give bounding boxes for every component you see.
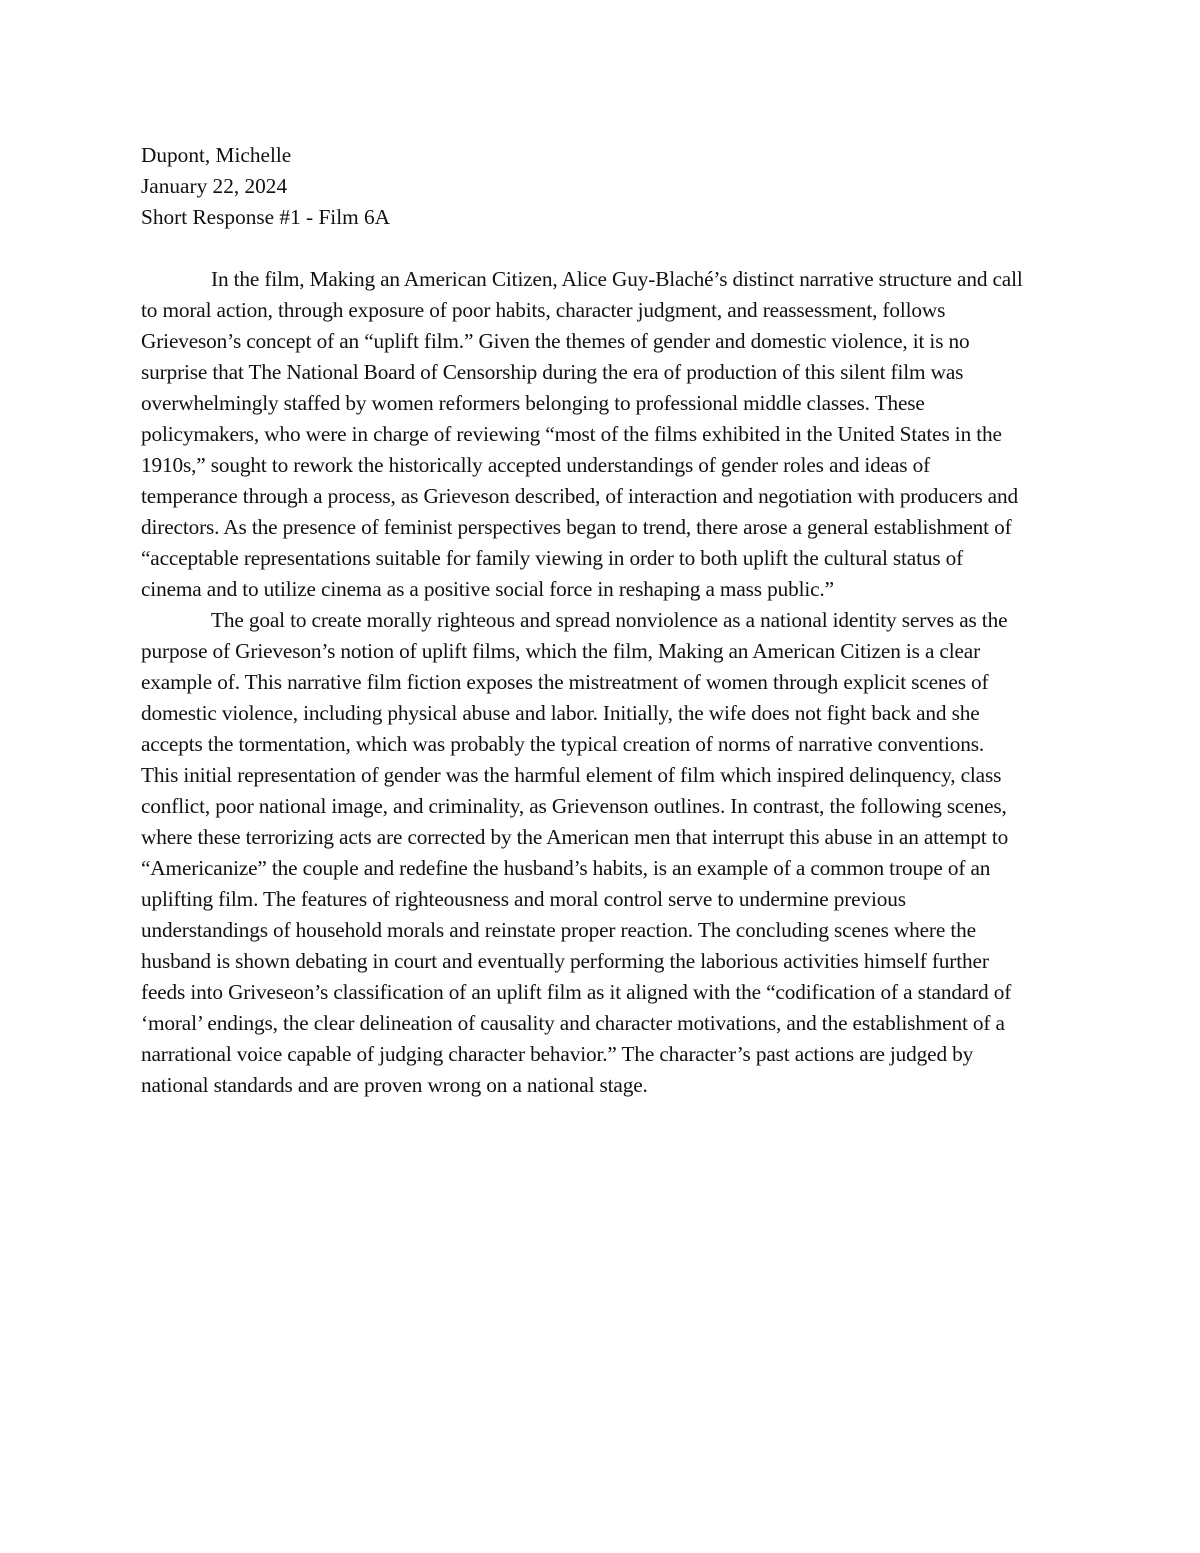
document-date: January 22, 2024 [141,174,288,198]
author-name: Dupont, Michelle [141,143,292,167]
paragraph-1: In the film, Making an American Citizen, Alice Guy-Blaché’s distinct narrative structure and call to moral action, through exposure of poor habits, character judgment, and reassessment, follows Grieveson’s concept of an “uplift film.” Given the themes of gender and domestic violence, it is no surprise that The National Board of Censorship during the era of production of this silent film was overwhelmingly staffed by women reformers belonging to professional middle classes. These policymakers, who were in charge of reviewing “most of the films exhibited in the United States in the 1910s,” sought to rework the historically accepted understandings of gender roles and ideas of temperance through a process, as Grieveson described, of interaction and negotiation with producers and directors. As the presence of feminist perspectives began to trend, there arose a general establishment of “acceptable representations suitable for family viewing in order to both uplift the cultural status of cinema and to utilize cinema as a positive social force in reshaping a mass public.” [141,267,1023,601]
assignment-title: Short Response #1 - Film 6A [141,205,391,229]
blank-line [141,233,1023,264]
paragraph-2: The goal to create morally righteous and spread nonviolence as a national identity serves as the purpose of Grieveson’s notion of uplift films, which the film, Making an American Citizen is a clear example of. This narrative film fiction exposes the mistreatment of women through explicit scenes of domestic violence, including physical abuse and labor. Initially, the wife does not fight back and she accepts the tormentation, which was probably the typical creation of norms of narrative conventions. This initial representation of gender was the harmful element of film which inspired delinquency, class conflict, poor national image, and criminality, as Grievenson outlines. In contrast, the following scenes, where these terrorizing acts are corrected by the American men that interrupt this abuse in an attempt to “Americanize” the couple and redefine the husband’s habits, is an example of a common troupe of an uplifting film. The features of righteousness and moral control serve to undermine previous understandings of household morals and reinstate proper reaction. The concluding scenes where the husband is shown debating in court and eventually performing the laborious activities himself further feeds into Griveseon’s classification of an uplift film as it aligned with the “codification of a standard of ‘moral’ endings, the clear delineation of causality and character motivations, and the establishment of a narrational voice capable of judging character behavior.” The character’s past actions are judged by national standards and are proven wrong on a national stage. [141,608,1012,1097]
document-content [141,140,1023,1101]
